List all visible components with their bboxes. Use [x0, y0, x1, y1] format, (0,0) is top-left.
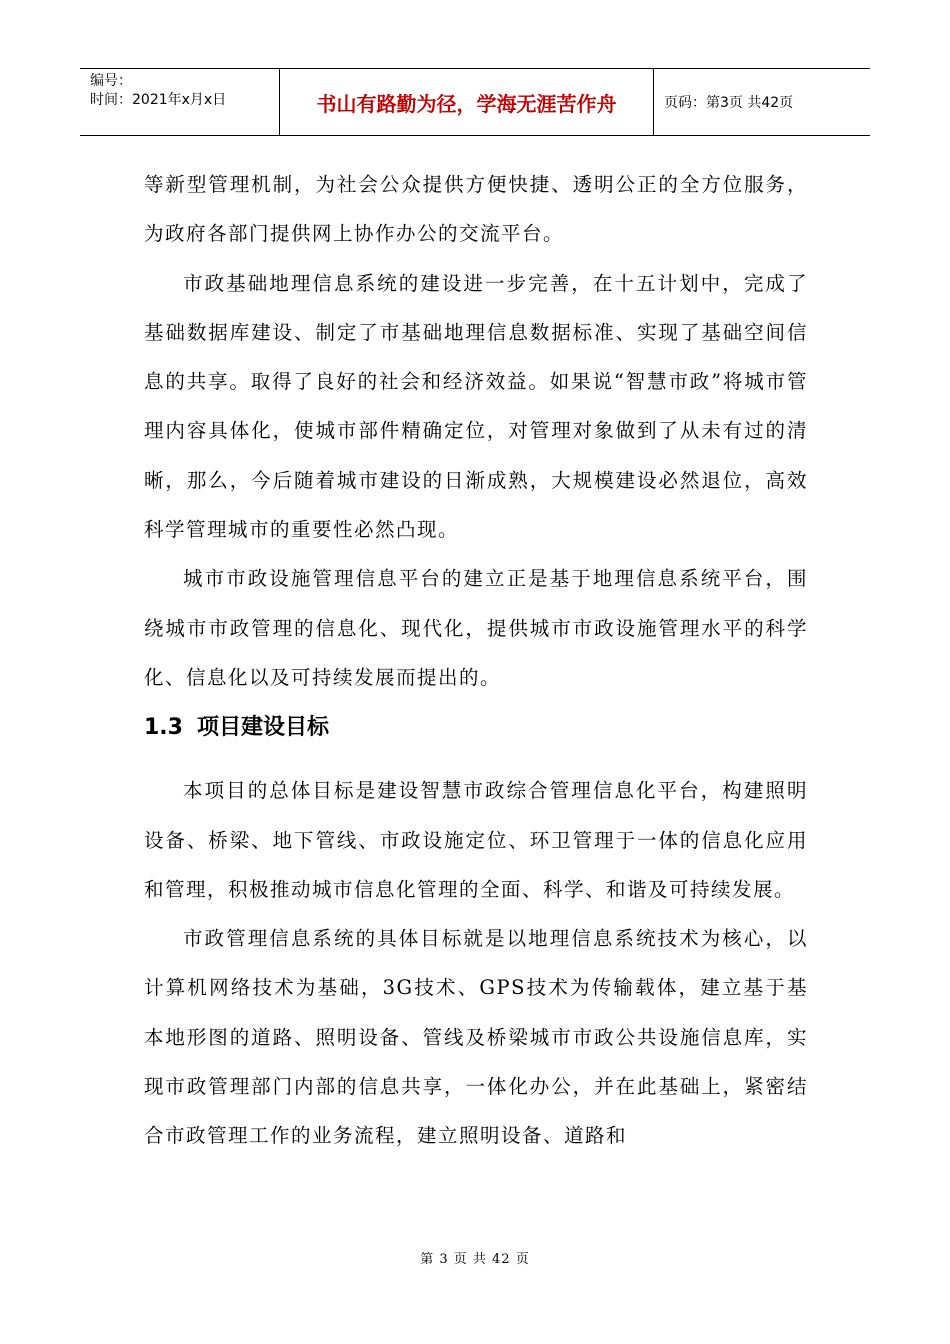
section-number: 1.3	[144, 715, 183, 741]
paragraph-5: 市政管理信息系统的具体目标就是以地理信息系统技术为核心，以计算机网络技术为基础，3G技术、GPS技术为传输载体，建立基于基本地形图的道路、照明设备、管线及桥梁城市市政公共设施信息库，实现市政管理部门内部的信息共享，一体化办公，并在此基础上，紧密结合市政管理工作的业务流程，建立照明设备、道路和	[144, 927, 808, 1148]
document-header	[80, 68, 870, 136]
section-heading	[144, 702, 808, 766]
section-title: 项目建设目标	[196, 715, 329, 741]
document-body	[144, 160, 808, 1161]
time-label: 时间：2021年x月x日	[90, 92, 227, 108]
page-footer: 第 3 页 共 42 页	[420, 1252, 530, 1267]
paragraph-1: 等新型管理机制，为社会公众提供方便快捷、透明公正的全方位服务，为政府各部门提供网上协作办公的交流平台。	[144, 173, 808, 246]
header-meta	[80, 69, 280, 135]
paragraph-2: 市政基础地理信息系统的建设进一步完善，在十五计划中，完成了基础数据库建设、制定了市基础地理信息数据标准、实现了基础空间信息的共享。取得了良好的社会和经济效益。如果说“智慧市政”将城市管理内容具体化，使城市部件精确定位，对管理对象做到了从未有过的清晰，那么，今后随着城市建设的日渐成熟，大规模建设必然退位，高效科学管理城市的重要性必然凸现。	[144, 271, 808, 542]
header-motto: 书山有路勤为径，学海无涯苦作舟	[280, 69, 654, 135]
header-page-info: 页码：第3页 共42页	[664, 95, 794, 111]
number-label: 编号：	[90, 73, 132, 89]
paragraph-3: 城市市政设施管理信息平台的建立正是基于地理信息系统平台，围绕城市市政管理的信息化、现代化，提供城市市政设施管理水平的科学化、信息化以及可持续发展而提出的。	[144, 567, 808, 689]
paragraph-4: 本项目的总体目标是建设智慧市政综合管理信息化平台，构建照明设备、桥梁、地下管线、市政设施定位、环卫管理于一体的信息化应用和管理，积极推动城市信息化管理的全面、科学、和谐及可持续发展。	[144, 779, 808, 901]
